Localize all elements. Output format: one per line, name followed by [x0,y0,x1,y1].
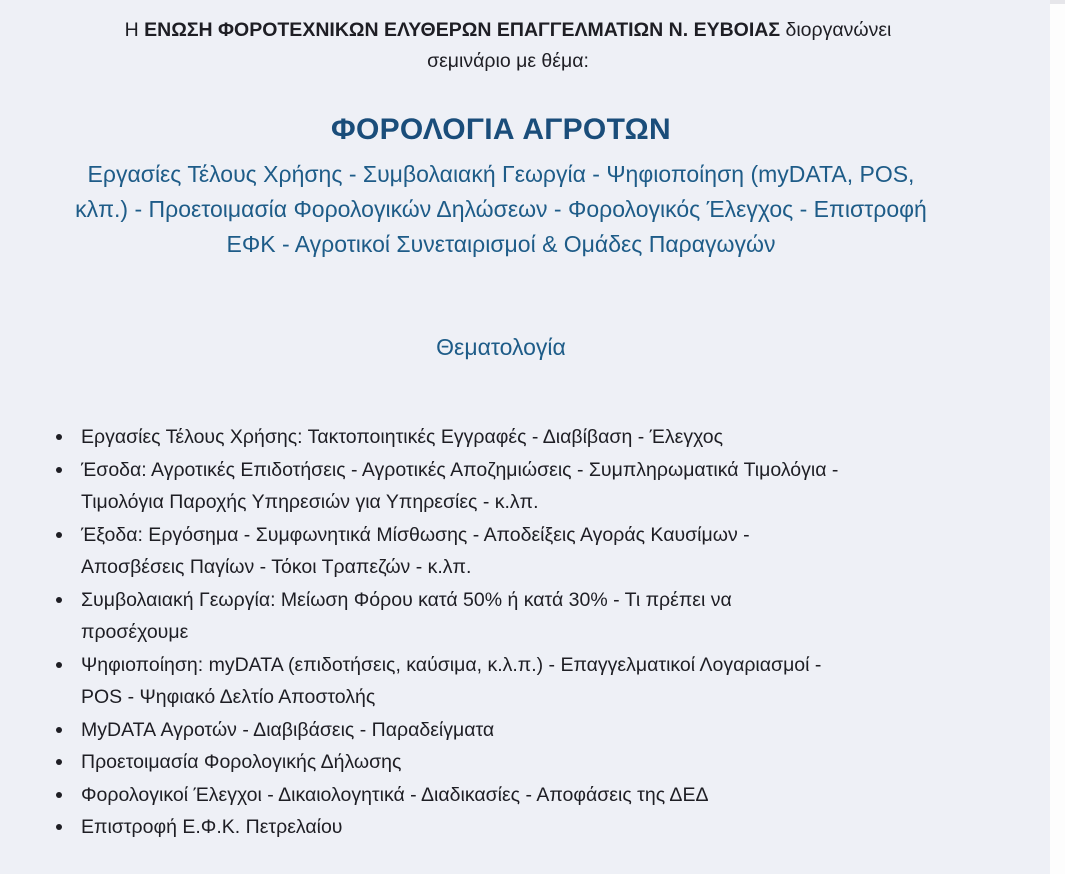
topic-text: POS - Ψηφιακό Δελτίο Αποστολής [81,686,376,708]
list-item [50,421,930,454]
topic-text: Τιμολόγια Παροχής Υπηρεσιών για Υπηρεσίες - κ.λπ. [81,491,539,513]
intro-line2: σεμινάριο με θέμα: [427,50,589,72]
topic-text: Επιστροφή Ε.Φ.Κ. Πετρελαίου [81,816,343,838]
list-item [50,779,930,812]
subtitle-line: κλπ.) - Προετοιμασία Φορολογικών Δηλώσεων - Φορολογικός Έλεγχος - Επιστροφή [75,196,927,222]
intro-suffix: διοργανώνει [780,19,892,41]
topic-text: Συμβολαιακή Γεωργία: Μείωση Φόρου κατά 50% ή κατά 30% - Τι πρέπει να [81,588,732,611]
list-item [50,584,930,649]
right-edge [1050,0,1065,874]
section-heading: Θεματολογία [436,334,566,360]
list-item [50,649,930,714]
list-item [50,714,930,747]
topic-text: Ψηφιοποίηση: myDATA (επιδοτήσεις, καύσιμα, κ.λ.π.) - Επαγγελματικοί Λογαριασμοί - [81,653,822,676]
organization-name: ΕΝΩΣΗ ΦΟΡΟΤΕΧΝΙΚΩΝ ΕΛΥΘΕΡΩΝ ΕΠΑΓΓΕΛΜΑΤΙΩΝ Ν. ΕΥΒΟΙΑΣ [144,19,781,41]
bullet-icon [56,434,62,440]
list-item [50,811,930,844]
topic-text: Έξοδα: Εργόσημα - Συμφωνητικά Μίσθωσης - Αποδείξεις Αγοράς Καυσίμων - [81,523,750,546]
bullet-icon [56,532,62,538]
intro-text [40,15,976,77]
topic-text: Εργασίες Τέλους Χρήσης: Τακτοποιητικές Εγγραφές - Διαβίβαση - Έλεγχος [81,426,724,448]
bullet-icon [56,467,62,473]
list-item [50,519,930,584]
bullet-icon [56,792,62,798]
topic-text: Φορολογικοί Έλεγχοι - Δικαιολογητικά - Διαδικασίες - Αποφάσεις της ΔΕΔ [81,783,709,806]
topic-text: Έσοδα: Αγροτικές Επιδοτήσεις - Αγροτικές Αποζημιώσεις - Συμπληρωματικά Τιμολόγια - [81,458,839,481]
bullet-icon [56,662,62,668]
topic-text: Προετοιμασία Φορολογικής Δήλωσης [81,751,402,773]
bullet-icon [56,759,62,765]
list-item [50,454,930,519]
subtitle-line: Εργασίες Τέλους Χρήσης - Συμβολαιακή Γεωργία - Ψηφιοποίηση (myDATA, POS, [87,161,915,187]
intro-prefix: Η [124,19,145,41]
right-edge-top [1050,0,1065,4]
topic-text: Αποσβέσεις Παγίων - Τόκοι Τραπεζών - κ.λπ. [81,556,472,578]
bullet-icon [56,727,62,733]
topic-text: MyDATA Αγροτών - Διαβιβάσεις - Παραδείγματα [81,718,495,741]
page-title: ΦΟΡΟΛΟΓΙΑ ΑΓΡΟΤΩΝ [331,113,671,146]
topics-list [50,421,930,844]
list-item [50,746,930,779]
bullet-icon [56,824,62,830]
subtitle [26,157,976,262]
subtitle-line: ΕΦΚ - Αγροτικοί Συνεταιρισμοί & Ομάδες Παραγωγών [226,231,776,257]
topic-text: προσέχουμε [81,621,189,643]
bullet-icon [56,597,62,603]
